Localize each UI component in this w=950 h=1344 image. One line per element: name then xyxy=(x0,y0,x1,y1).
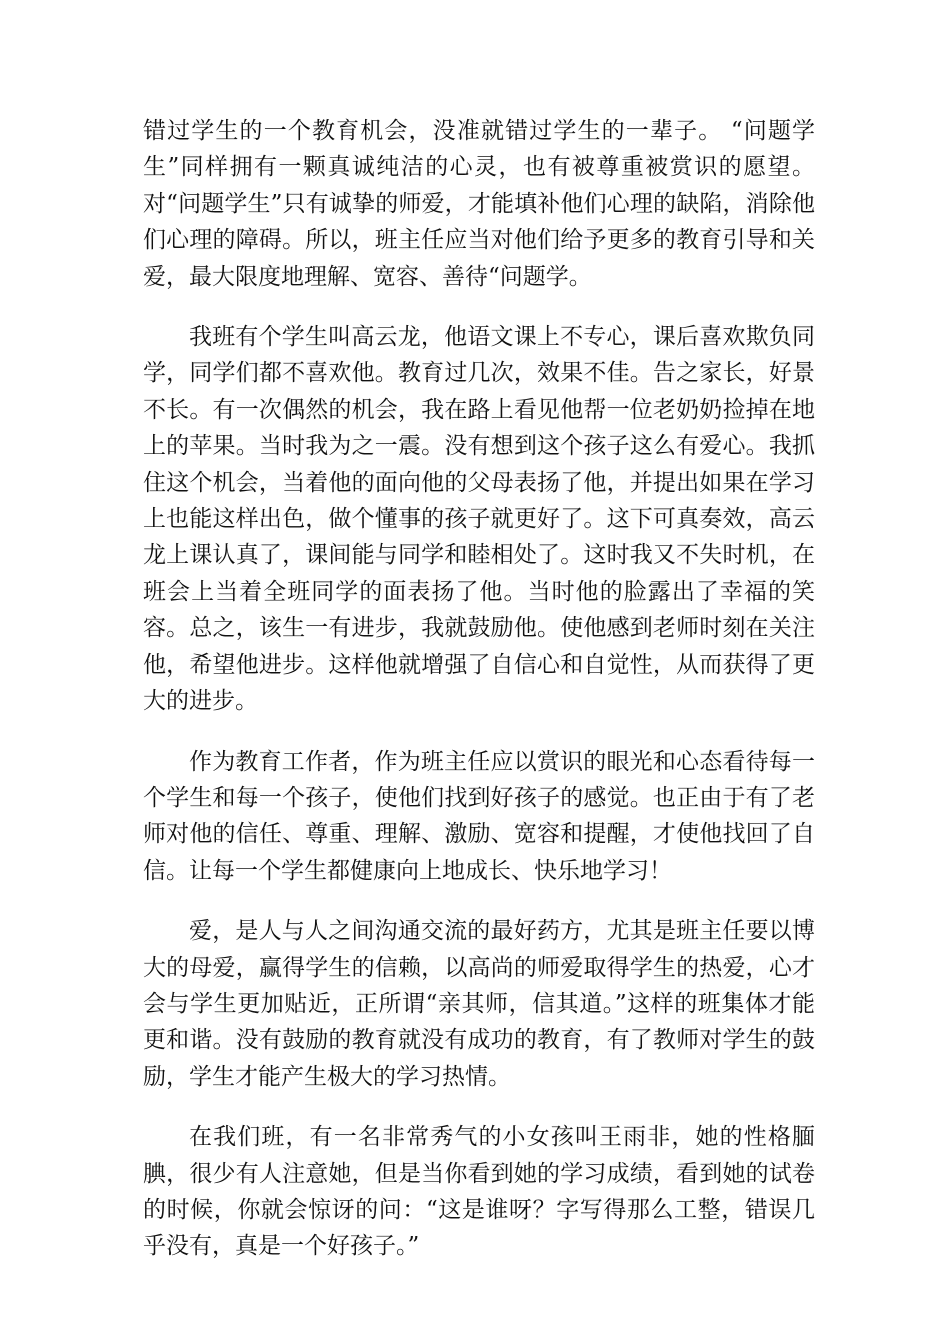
paragraph-1: 错过学生的一个教育机会，没准就错过学生的一辈子。 “问题学生”同样拥有一颗真诚纯洁的心灵，也有被尊重被赏识的愿望。对“问题学生”只有诚挚的师爱，才能填补他们心理的缺陷，消除他们心理的障碍。所以，班主任应当对他们给予更多的教育引导和关爱，最大限度地理解、宽容、善待“问题学。 xyxy=(143,118,815,290)
paragraph-3: 作为教育工作者，作为班主任应以赏识的眼光和心态看待每一个学生和每一个孩子，使他们找到好孩子的感觉。也正由于有了老师对他的信任、尊重、理解、激励、宽容和提醒，才使他找回了自信。让每一个学生都健康向上地成长、快乐地学习！ xyxy=(143,748,815,884)
paragraph-5: 在我们班，有一名非常秀气的小女孩叫王雨非，她的性格腼腆，很少有人注意她，但是当你看到她的学习成绩，看到她的试卷的时候，你就会惊讶的问：“这是谁呀？字写得那么工整，错误几乎没有，真是一个好孩子。” xyxy=(143,1124,815,1260)
document-page xyxy=(143,113,815,1289)
paragraph-4: 爱，是人与人之间沟通交流的最好药方，尤其是班主任要以博大的母爱，赢得学生的信赖，以高尚的师爱取得学生的热爱，心才会与学生更加贴近，正所谓“亲其师，信其道。”这样的班集体才能更和谐。没有鼓励的教育就没有成功的教育，有了教师对学生的鼓励，学生才能产生极大的学习热情。 xyxy=(143,918,815,1090)
paragraph-2: 我班有个学生叫高云龙，他语文课上不专心，课后喜欢欺负同学，同学们都不喜欢他。教育过几次，效果不佳。告之家长，好景不长。有一次偶然的机会，我在路上看见他帮一位老奶奶捡掉在地上的苹果。当时我为之一震。没有想到这个孩子这么有爱心。我抓住这个机会，当着他的面向他的父母表扬了他，并提出如果在学习上也能这样出色，做个懂事的孩子就更好了。这下可真奏效，高云龙上课认真了，课间能与同学和睦相处了。这时我又不失时机，在班会上当着全班同学的面表扬了他。当时他的脸露出了幸福的笑容。总之，该生一有进步，我就鼓励他。使他感到老师时刻在关注他，希望他进步。这样他就增强了自信心和自觉性，从而获得了更大的进步。 xyxy=(143,324,815,715)
